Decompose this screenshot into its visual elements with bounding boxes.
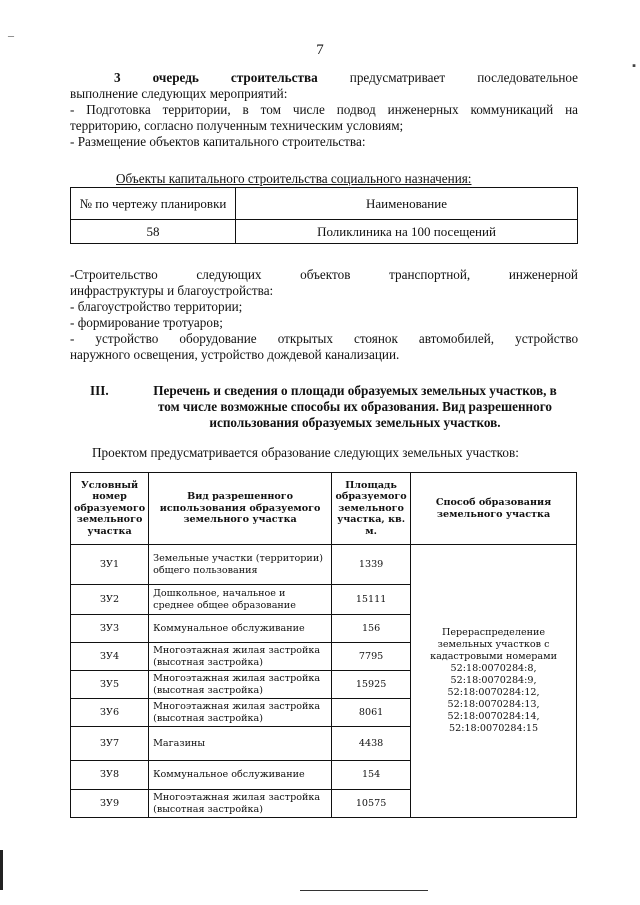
cell-area: 154 — [332, 761, 411, 790]
intro-item-1-line-1: - Подготовка территории, в том числе подвод инженерных коммуникаций на — [70, 102, 578, 117]
table-row — [71, 220, 578, 244]
transport-item-2: - формирование тротуаров; — [70, 315, 223, 330]
cell-drawing-number: 58 — [71, 220, 236, 244]
intro-item-2: - Размещение объектов капитального строительства: — [70, 134, 366, 149]
intro-item-1-line-2: территорию, согласно полученным техническим условиям; — [70, 118, 404, 133]
cell-permitted-use: Многоэтажная жилая застройка (высотная застройка) — [149, 790, 332, 818]
cell-area: 10575 — [332, 790, 411, 818]
social-table-caption: Объекты капитального строительства социального назначения: — [116, 171, 472, 186]
header-area: Площадь образуемого земельного участка, кв. м. — [332, 473, 411, 545]
cell-plot-id: ЗУ5 — [71, 671, 149, 699]
margin-dash: – — [8, 28, 14, 42]
section-heading — [90, 383, 580, 431]
transport-line-1: -Строительство следующих объектов транспортной, инженерной — [70, 267, 578, 282]
transport-item-3-line-1: - устройство оборудование открытых стоянок автомобилей, устройство — [70, 331, 579, 346]
header-name: Наименование — [236, 188, 578, 220]
cell-plot-id: ЗУ3 — [71, 615, 149, 643]
cell-permitted-use: Магазины — [149, 727, 332, 761]
cell-permitted-use: Дошкольное, начальное и среднее общее образование — [149, 585, 332, 615]
intro-line-2: выполнение следующих мероприятий: — [70, 86, 288, 101]
land-table-header — [71, 473, 577, 545]
cell-plot-id: ЗУ1 — [71, 545, 149, 585]
cell-area: 15111 — [332, 585, 411, 615]
header-drawing-number: № по чертежу планировки — [71, 188, 236, 220]
section-title: Перечень и сведения о площади образуемых земельных участков, в том числе возможные способы их образования. Вид разрешенного использования образуемых земельных участков. — [153, 383, 557, 430]
land-intro: Проектом предусматривается образование следующих земельных участков: — [92, 445, 519, 460]
cell-formation-method: Перераспределение земельных участков с кадастровыми номерами 52:18:0070284:8, 52:18:0070284:9, 52:18:0070284:12, 52:18:0070284:13, 52:18:0070284:14, 52:18:0070284:15 — [411, 545, 577, 818]
cell-name: Поликлиника на 100 посещений — [236, 220, 578, 244]
margin-mark: ▪ — [632, 60, 636, 72]
header-permitted-use: Вид разрешенного использования образуемого земельного участка — [149, 473, 332, 545]
transport-item-1: - благоустройство территории; — [70, 299, 243, 314]
intro-paragraph — [70, 70, 578, 150]
header-formation-method: Способ образования земельного участка — [411, 473, 577, 545]
cell-permitted-use: Коммунальное обслуживание — [149, 761, 332, 790]
cell-permitted-use: Коммунальное обслуживание — [149, 615, 332, 643]
land-intro-wrap — [70, 445, 578, 461]
transport-paragraph — [70, 267, 578, 363]
cell-permitted-use: Многоэтажная жилая застройка (высотная застройка) — [149, 699, 332, 727]
cell-area: 7795 — [332, 643, 411, 671]
cell-area: 8061 — [332, 699, 411, 727]
cell-permitted-use: Многоэтажная жилая застройка (высотная застройка) — [149, 643, 332, 671]
social-table-header — [71, 188, 578, 220]
transport-line-2: инфраструктуры и благоустройства: — [70, 283, 274, 298]
header-plot-id: Условный номер образуемого земельного участка — [71, 473, 149, 545]
cell-area: 156 — [332, 615, 411, 643]
social-table-caption-wrap — [70, 171, 578, 187]
intro-line-1: 3 очередь строительства предусматривает последовательное — [114, 70, 579, 85]
cell-plot-id: ЗУ4 — [71, 643, 149, 671]
cell-plot-id: ЗУ6 — [71, 699, 149, 727]
social-objects-table — [70, 187, 578, 244]
cell-area: 4438 — [332, 727, 411, 761]
cell-plot-id: ЗУ9 — [71, 790, 149, 818]
cell-permitted-use: Многоэтажная жилая застройка (высотная застройка) — [149, 671, 332, 699]
footer-rule — [300, 890, 428, 891]
cell-area: 15925 — [332, 671, 411, 699]
section-number: III. — [90, 383, 109, 398]
cell-plot-id: ЗУ7 — [71, 727, 149, 761]
scan-edge-mark — [0, 850, 3, 890]
cell-plot-id: ЗУ8 — [71, 761, 149, 790]
transport-item-3-line-2: наружного освещения, устройство дождевой канализации. — [70, 347, 400, 362]
land-plots-table — [70, 472, 577, 818]
table-row — [71, 545, 577, 585]
cell-plot-id: ЗУ2 — [71, 585, 149, 615]
cell-area: 1339 — [332, 545, 411, 585]
cell-permitted-use: Земельные участки (территории) общего пользования — [149, 545, 332, 585]
page-number: 7 — [316, 42, 324, 58]
